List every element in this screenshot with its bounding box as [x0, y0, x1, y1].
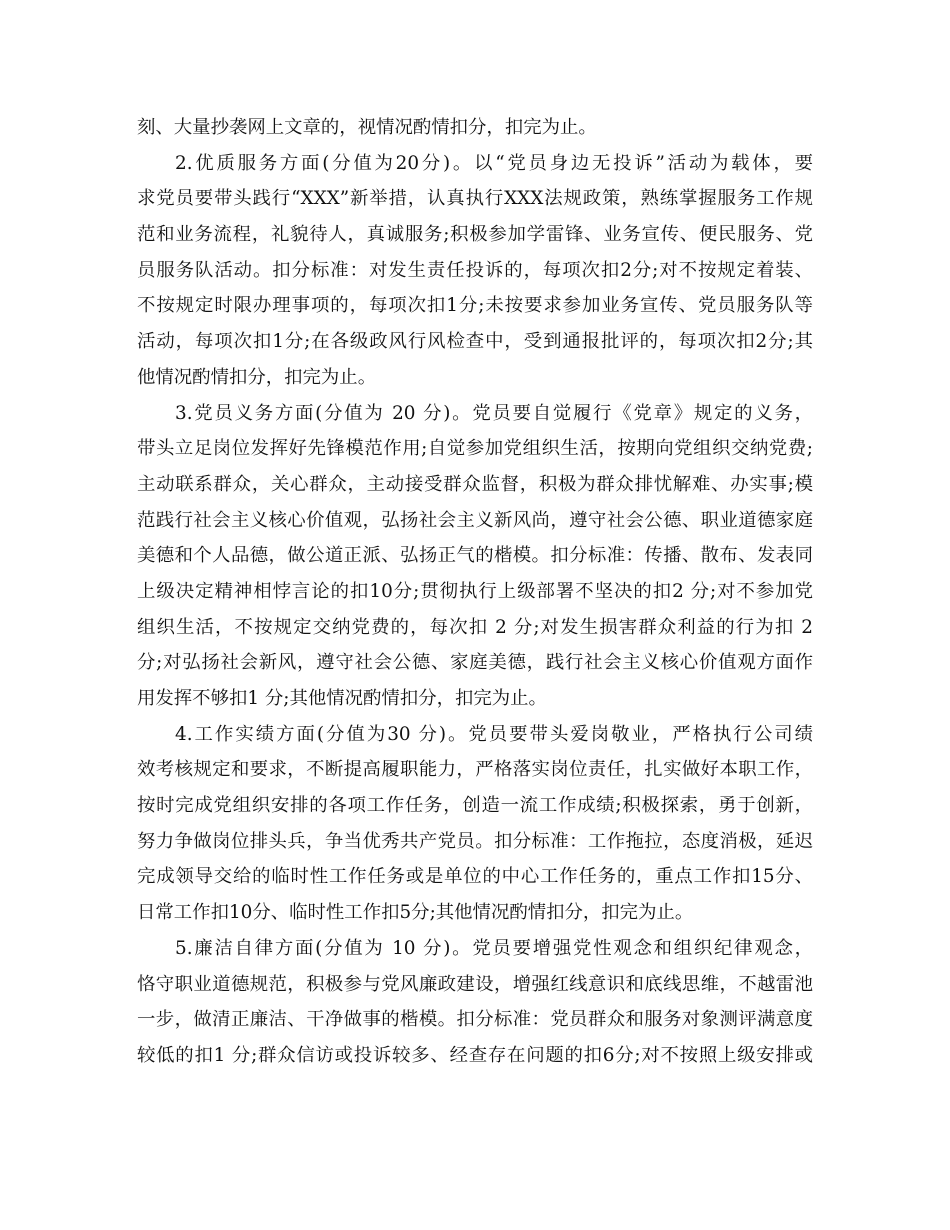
text-line: 按时完成党组织安排的各项工作任务，创造一流工作成绩;积极探索，勇于创新，	[137, 795, 813, 817]
text-line: 用发挥不够扣1 分;其他情况酌情扣分，扣完为止。	[137, 688, 547, 709]
text-line: 求党员要带头践行“XXX”新举措，认真执行XXX法规政策，熟练掌握服务工作规	[137, 188, 813, 210]
text-line: 一步，做清正廉洁、干净做事的楷模。扣分标准：党员群众和服务对象测评满意度	[137, 1009, 813, 1031]
text-line: 范和业务流程，礼貌待人，真诚服务;积极参加学雷锋、业务宣传、便民服务、党	[137, 224, 813, 246]
text-line: 4.工作实绩方面(分值为30 分)。党员要带头爱岗敬业，严格执行公司绩	[175, 723, 813, 745]
text-line: 带头立足岗位发挥好先锋模范作用;自觉参加党组织生活，按期向党组织交纳党费;	[137, 438, 813, 460]
text-line: 2.优质服务方面(分值为20分)。以“党员身边无投诉”活动为载体，要	[175, 152, 813, 174]
paragraph-member-obligations	[137, 396, 813, 717]
text-line: 不按规定时限办理事项的，每项次扣1分;未按要求参加业务宣传、党员服务队等	[137, 295, 813, 317]
text-line: 上级决定精神相悖言论的扣10分;贯彻执行上级部署不坚决的扣2 分;对不参加党	[137, 580, 813, 602]
text-line: 他情况酌情扣分，扣完为止。	[137, 366, 377, 388]
paragraph-work-performance	[137, 717, 813, 931]
text-line: 恪守职业道德规范，积极参与党风廉政建设，增强红线意识和底线思维，不越雷池	[137, 973, 813, 995]
text-line: 分;对弘扬社会新风，遵守社会公德、家庭美德，践行社会主义核心价值观方面作	[137, 652, 813, 674]
text-line: 完成领导交给的临时性工作任务或是单位的中心工作任务的，重点工作扣15分、	[137, 866, 813, 888]
text-line: 美德和个人品德，做公道正派、弘扬正气的楷模。扣分标准：传播、散布、发表同	[137, 545, 813, 567]
text-line: 效考核规定和要求，不断提高履职能力，严格落实岗位责任，扎实做好本职工作，	[137, 759, 813, 781]
text-line: 较低的扣1 分;群众信访或投诉较多、经查存在问题的扣6分;对不按照上级安排或	[137, 1044, 813, 1066]
text-line: 主动联系群众，关心群众，主动接受群众监督，积极为群众排忧解难、办实事;模	[137, 473, 813, 495]
text-line: 范践行社会主义核心价值观，弘扬社会主义新风尚，遵守社会公德、职业道德家庭	[137, 509, 813, 531]
paragraph-continuation	[137, 110, 813, 146]
text-line: 3.党员义务方面(分值为 20 分)。党员要自觉履行《党章》规定的义务，	[175, 402, 813, 424]
paragraph-quality-service	[137, 146, 813, 396]
text-line: 组织生活，不按规定交纳党费的，每次扣 2 分;对发生损害群众利益的行为扣 2	[137, 616, 813, 638]
text-line: 5.廉洁自律方面(分值为 10 分)。党员要增强党性观念和组织纪律观念，	[175, 937, 813, 959]
text-line: 员服务队活动。扣分标准：对发生责任投诉的，每项次扣2分;对不按规定着装、	[137, 259, 813, 281]
document-body	[137, 110, 813, 1074]
paragraph-integrity-discipline	[137, 931, 813, 1074]
text-line: 日常工作扣10分、临时性工作扣5分;其他情况酌情扣分，扣完为止。	[137, 902, 694, 924]
text-line: 活动，每项次扣1分;在各级政风行风检查中，受到通报批评的，每项次扣2分;其	[137, 331, 813, 353]
text-line: 刻、大量抄袭网上文章的，视情况酌情扣分，扣完为止。	[137, 117, 597, 138]
text-line: 努力争做岗位排头兵，争当优秀共产党员。扣分标准：工作拖拉，态度消极，延迟	[137, 830, 813, 852]
